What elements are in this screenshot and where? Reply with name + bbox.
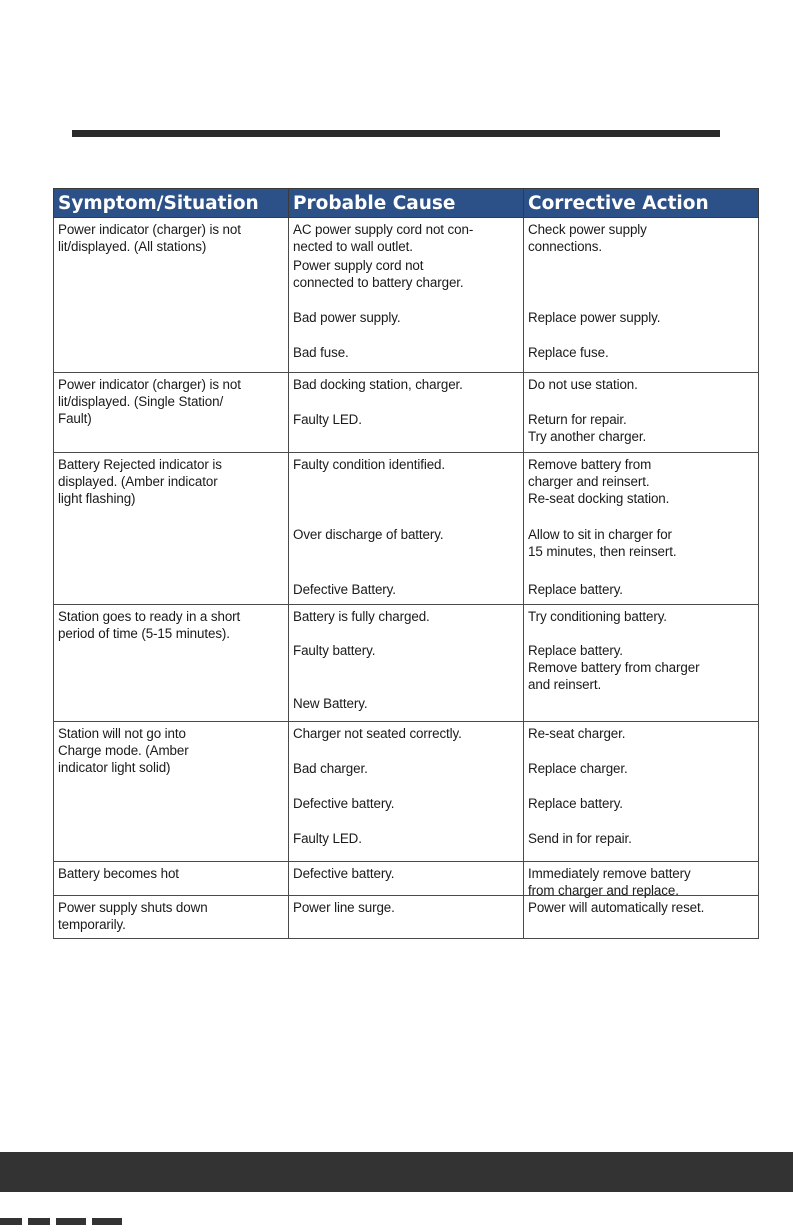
table-row bbox=[54, 373, 759, 453]
symptom-text: Power supply shuts down temporarily. bbox=[58, 900, 208, 932]
cause-text: Faulty battery. bbox=[293, 643, 376, 658]
action-cell bbox=[524, 605, 759, 722]
table-row bbox=[54, 722, 759, 862]
cause-text: Power line surge. bbox=[293, 900, 395, 915]
action-cell bbox=[524, 373, 759, 453]
symptom-cell bbox=[54, 453, 289, 605]
cause-cell bbox=[289, 896, 524, 939]
cause-text: Over discharge of battery. bbox=[293, 527, 444, 542]
cause-text: New Battery. bbox=[293, 696, 368, 711]
cause-text: Bad power supply. bbox=[293, 310, 401, 325]
header-rule bbox=[72, 130, 720, 137]
crop-mark bbox=[56, 1218, 86, 1225]
troubleshooting-table-container bbox=[53, 188, 758, 939]
cause-text: Faulty LED. bbox=[293, 831, 362, 846]
crop-mark bbox=[92, 1218, 122, 1225]
cause-text: Battery is fully charged. bbox=[293, 609, 430, 624]
action-text: Re-seat charger. bbox=[528, 726, 626, 741]
crop-mark bbox=[0, 1218, 22, 1225]
table-row bbox=[54, 453, 759, 605]
cause-cell bbox=[289, 218, 524, 373]
symptom-cell bbox=[54, 722, 289, 862]
cause-text: Power supply cord not connected to battery charger. bbox=[293, 258, 464, 290]
table-row bbox=[54, 896, 759, 939]
action-text: Return for repair. Try another charger. bbox=[528, 412, 647, 444]
action-cell bbox=[524, 862, 759, 896]
action-text: Try conditioning battery. bbox=[528, 609, 667, 624]
header-cause: Probable Cause bbox=[289, 189, 524, 218]
cause-text: AC power supply cord not con- nected to wall outlet. bbox=[293, 222, 474, 254]
action-text: Replace battery. Remove battery from charger and reinsert. bbox=[528, 643, 700, 692]
action-text: Send in for repair. bbox=[528, 831, 632, 846]
crop-mark bbox=[28, 1218, 50, 1225]
symptom-cell bbox=[54, 373, 289, 453]
action-text: Replace battery. bbox=[528, 582, 623, 597]
symptom-text: Station will not go into Charge mode. (Amber indicator light solid) bbox=[58, 726, 189, 775]
action-text: Replace battery. bbox=[528, 796, 623, 811]
cause-text: Charger not seated correctly. bbox=[293, 726, 462, 741]
table-row bbox=[54, 862, 759, 896]
cause-text: Bad fuse. bbox=[293, 345, 349, 360]
cause-cell bbox=[289, 862, 524, 896]
action-text: Check power supply connections. bbox=[528, 222, 647, 254]
action-cell bbox=[524, 218, 759, 373]
symptom-cell bbox=[54, 218, 289, 373]
table-header-row bbox=[54, 189, 759, 218]
table-row bbox=[54, 605, 759, 722]
header-action: Corrective Action bbox=[524, 189, 759, 218]
action-text: Power will automatically reset. bbox=[528, 900, 705, 915]
cause-text: Faulty condition identified. bbox=[293, 457, 446, 472]
cause-cell bbox=[289, 373, 524, 453]
symptom-text: Battery Rejected indicator is displayed. (Amber indicator light flashing) bbox=[58, 457, 222, 506]
symptom-cell bbox=[54, 896, 289, 939]
action-text: Allow to sit in charger for 15 minutes, then reinsert. bbox=[528, 527, 677, 559]
cause-cell bbox=[289, 453, 524, 605]
action-cell bbox=[524, 896, 759, 939]
footer-bar bbox=[0, 1152, 793, 1192]
symptom-cell bbox=[54, 605, 289, 722]
symptom-text: Station goes to ready in a short period of time (5-15 minutes). bbox=[58, 609, 241, 641]
symptom-text: Power indicator (charger) is not lit/displayed. (All stations) bbox=[58, 222, 241, 254]
cause-cell bbox=[289, 722, 524, 862]
cause-text: Defective Battery. bbox=[293, 582, 396, 597]
cause-cell bbox=[289, 605, 524, 722]
symptom-cell bbox=[54, 862, 289, 896]
cause-text: Defective battery. bbox=[293, 796, 395, 811]
action-cell bbox=[524, 722, 759, 862]
header-symptom: Symptom/Situation bbox=[54, 189, 289, 218]
action-cell bbox=[524, 453, 759, 605]
action-text: Immediately remove battery from charger and replace. bbox=[528, 866, 691, 898]
cause-text: Defective battery. bbox=[293, 866, 395, 881]
symptom-text: Battery becomes hot bbox=[58, 866, 179, 881]
cause-text: Bad charger. bbox=[293, 761, 368, 776]
cause-text: Bad docking station, charger. bbox=[293, 377, 463, 392]
troubleshooting-table bbox=[53, 188, 759, 939]
action-text: Do not use station. bbox=[528, 377, 638, 392]
symptom-text: Power indicator (charger) is not lit/displayed. (Single Station/ Fault) bbox=[58, 377, 241, 426]
action-text: Replace power supply. bbox=[528, 310, 661, 325]
action-text: Remove battery from charger and reinsert. Re-seat docking station. bbox=[528, 457, 670, 506]
table-row bbox=[54, 218, 759, 373]
cause-text: Faulty LED. bbox=[293, 412, 362, 427]
action-text: Replace fuse. bbox=[528, 345, 609, 360]
action-text: Replace charger. bbox=[528, 761, 628, 776]
